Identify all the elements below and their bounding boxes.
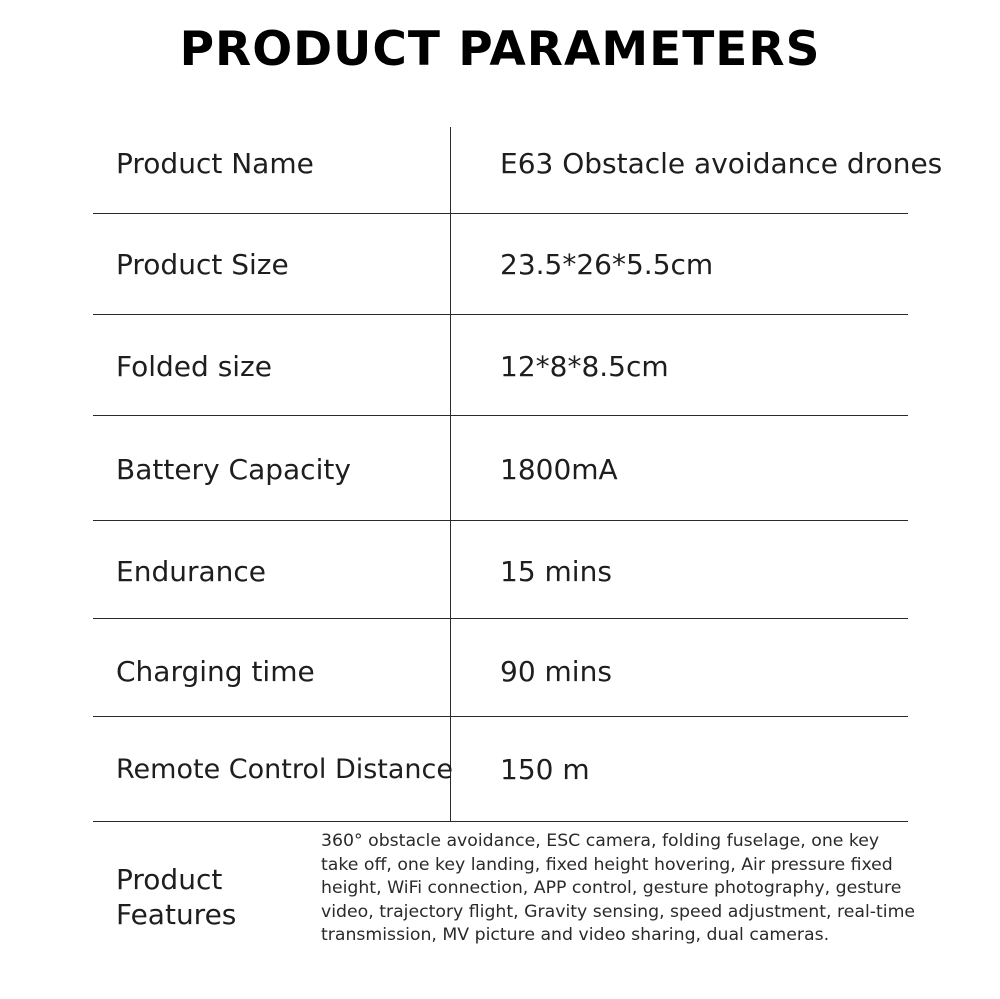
param-label-folded-size: Folded size [116,350,272,383]
param-value-charging-time: 90 mins [500,655,612,688]
row-divider [93,716,908,717]
param-value-folded-size: 12*8*8.5cm [500,350,669,383]
param-label-battery-capacity: Battery Capacity [116,453,351,486]
param-label-charging-time: Charging time [116,655,315,688]
param-label-product-name: Product Name [116,147,314,180]
row-divider [93,213,908,214]
page-title: PRODUCT PARAMETERS [179,22,821,77]
features-label-line1: Product [116,863,223,896]
param-value-product-name: E63 Obstacle avoidance drones [500,147,943,180]
features-label-line2: Features [116,898,237,931]
param-label-product-features [116,862,286,932]
row-divider [93,618,908,619]
param-value-product-size: 23.5*26*5.5cm [500,248,714,281]
param-label-remote-control-distance: Remote Control Distance [116,754,453,785]
param-value-product-features: 360° obstacle avoidance, ESC camera, folding fuselage, one key take off, one key landing, fixed height hovering, Air pressure fixed height, WiFi connection, APP control, gesture photography, gesture video, trajectory flight, Gravity sensing, speed adjustment, real-time transmission, MV picture and video sharing, dual cameras. [321,831,916,946]
param-value-battery-capacity: 1800mA [500,453,618,486]
row-divider [93,821,908,822]
param-value-remote-control-distance: 150 m [500,753,590,786]
param-label-endurance: Endurance [116,555,266,588]
row-divider [93,520,908,521]
row-divider [93,415,908,416]
row-divider [93,314,908,315]
param-label-product-size: Product Size [116,248,289,281]
param-value-endurance: 15 mins [500,555,612,588]
